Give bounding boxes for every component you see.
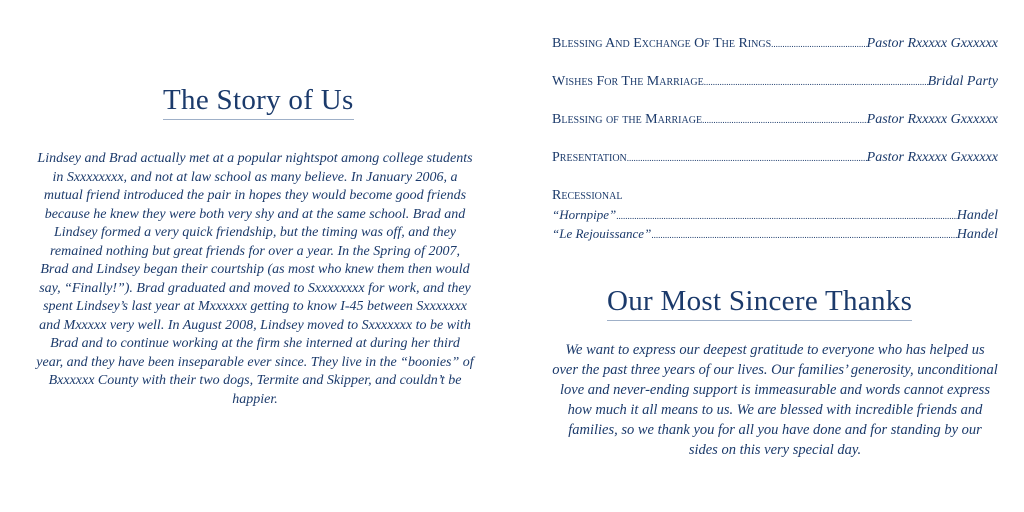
program-item-label: Blessing of the Marriage <box>552 112 703 127</box>
ceremony-program <box>552 36 998 245</box>
program-item <box>552 36 998 55</box>
program-item-label: Blessing And Exchange Of The Rings <box>552 36 772 51</box>
program-item-label: Wishes For The Marriage <box>552 74 704 89</box>
dot-leader <box>651 230 956 240</box>
dot-leader <box>771 39 866 49</box>
program-item-label: Presentation <box>552 150 627 165</box>
program-item-person: Bridal Party <box>927 74 998 89</box>
dot-leader <box>627 153 867 163</box>
dot-leader <box>702 115 867 125</box>
piece-composer: Handel <box>956 227 998 242</box>
piece-title: “Hornpipe” <box>552 207 617 222</box>
thanks-body: We want to express our deepest gratitude to everyone who has helped us over the past three years of our lives. Our families’ generosity, unconditional love and never-ending support is immeasurable and words cannot express how much it all means to us. We are blessed with incredible friends and families, so we thank you for all you have done and for standing by our sides on this very special day. <box>552 342 998 458</box>
program-item-person: Pastor Rxxxxx Gxxxxxx <box>866 36 998 51</box>
piece-composer: Handel <box>956 208 998 223</box>
dot-leader <box>704 77 928 87</box>
program-item <box>552 150 998 169</box>
story-title: The Story of Us <box>163 84 354 120</box>
program-item-person: Pastor Rxxxxx Gxxxxxx <box>866 150 998 165</box>
program-item <box>552 112 998 131</box>
recessional-piece <box>552 207 998 226</box>
piece-title: “Le Rejouissance” <box>552 226 652 241</box>
program-item <box>552 74 998 93</box>
story-body: Lindsey and Brad actually met at a popular nightspot among college students in Sxxxxxxxx, and not at law school as many believe. In January 2006, a mutual friend introduced the pair in hopes they would become good friends because he knew they were both very shy and at the same school. Brad and Lindsey formed a very quick friendship, but the timing was off, and they remained nothing but great friends for over a year. In the Spring of 2007, Brad and Lindsey began their courtship (as most who knew them then would say, “Finally!”). Brad graduated and moved to Sxxxxxxxx for work, and they spent Lindsey’s last year at Mxxxxxx getting to know I-45 between Sxxxxxxx and Mxxxxx very well. In August 2008, Lindsey moved to Sxxxxxxx to be with Brad and to continue working at the firm she interned at during her third year, and they have been inseparable ever since. They live in the “boonies” of Bxxxxxx County with their two dogs, Termite and Skipper, and couldn’t be happier. <box>36 151 474 407</box>
recessional-piece <box>552 226 998 245</box>
program-item-person: Pastor Rxxxxx Gxxxxxx <box>866 112 998 127</box>
dot-leader <box>616 211 956 221</box>
recessional-heading: Recessional <box>552 188 623 203</box>
thanks-title: Our Most Sincere Thanks <box>607 285 912 321</box>
